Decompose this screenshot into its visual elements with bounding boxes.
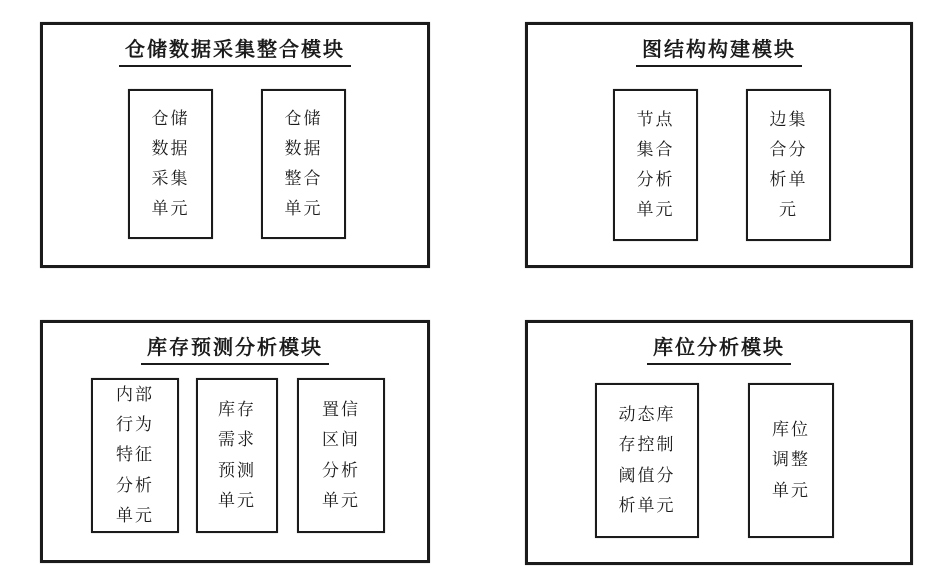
- unit-label-line: 单元: [151, 199, 190, 219]
- unit-warehouse-data-integration: [261, 89, 346, 239]
- unit-label-line: 库位: [772, 420, 810, 440]
- module-title-row: [528, 32, 910, 67]
- unit-label-line: 分析: [322, 460, 360, 480]
- unit-label-line: 集合: [636, 139, 675, 159]
- module-inventory-prediction-analysis: [40, 320, 430, 563]
- unit-label-line: 特征: [116, 445, 154, 465]
- unit-label-line: 单元: [284, 199, 323, 219]
- unit-label-line: 单元: [772, 480, 810, 500]
- unit-label-line: 区间: [322, 430, 360, 450]
- module-title-row: [528, 330, 910, 365]
- unit-label-line: 采集: [151, 169, 190, 188]
- unit-label-line: 节点: [636, 109, 675, 129]
- unit-label-line: 预测: [218, 460, 256, 480]
- unit-label-line: 行为: [116, 415, 154, 435]
- unit-label-line: 单元: [116, 505, 154, 525]
- unit-label-line: 分析: [636, 170, 675, 189]
- module-title: 仓储数据采集整合模块: [119, 32, 351, 67]
- unit-label-line: 存控制: [618, 435, 676, 455]
- unit-label-line: 元: [779, 200, 798, 220]
- unit-label-line: 库存: [218, 400, 256, 419]
- module-title-row: [43, 32, 427, 67]
- unit-label-line: 阈值分: [618, 465, 676, 485]
- unit-label-line: 合分: [769, 139, 808, 159]
- module-title: 库位分析模块: [647, 330, 791, 365]
- unit-label-line: 动态库: [618, 405, 676, 424]
- unit-confidence-interval-analysis: [297, 378, 385, 533]
- unit-label-line: 边集: [769, 109, 808, 129]
- unit-label-line: 需求: [218, 430, 256, 450]
- module-storage-location-analysis: [525, 320, 913, 565]
- unit-dynamic-inventory-control-threshold-analysis: [595, 383, 699, 538]
- unit-storage-location-adjustment: [748, 383, 834, 538]
- unit-inventory-demand-prediction: [196, 378, 278, 533]
- module-title: 图结构构建模块: [636, 32, 802, 67]
- unit-label-line: 分析: [116, 475, 154, 495]
- unit-label-line: 单元: [322, 490, 360, 510]
- unit-label-line: 内部: [116, 384, 154, 404]
- unit-label-line: 数据: [151, 138, 190, 158]
- unit-label-line: 仓储: [284, 108, 323, 128]
- unit-label-line: 整合: [284, 169, 323, 188]
- unit-label-line: 析单: [769, 170, 808, 189]
- unit-node-set-analysis: [613, 89, 698, 241]
- unit-warehouse-data-collection: [128, 89, 213, 239]
- module-title: 库存预测分析模块: [141, 330, 329, 365]
- unit-label-line: 析单元: [618, 495, 676, 515]
- unit-internal-behavior-feature-analysis: [91, 378, 179, 533]
- unit-label-line: 仓储: [151, 108, 190, 128]
- unit-edge-set-analysis: [746, 89, 831, 241]
- unit-label-line: 单元: [636, 200, 675, 220]
- unit-label-line: 数据: [284, 138, 323, 158]
- unit-label-line: 单元: [218, 490, 256, 510]
- module-warehouse-data-collection-integration: [40, 22, 430, 268]
- unit-label-line: 置信: [322, 400, 360, 419]
- module-graph-structure-construction: [525, 22, 913, 268]
- module-title-row: [43, 330, 427, 365]
- unit-label-line: 调整: [772, 450, 810, 470]
